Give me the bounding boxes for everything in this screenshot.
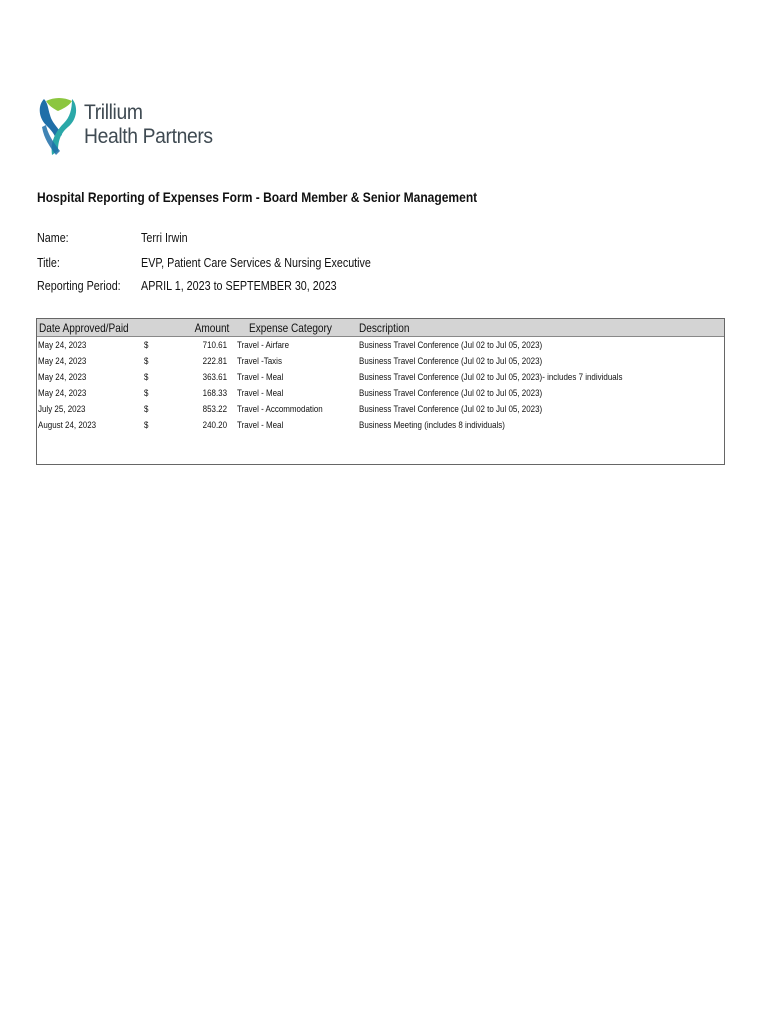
expenses-table <box>36 318 725 465</box>
row-amount: 168.33 <box>202 388 227 399</box>
row-category: Travel - Accommodation <box>237 404 323 415</box>
row-date: July 25, 2023 <box>38 404 86 415</box>
header-category: Expense Category <box>249 321 332 335</box>
row-description: Business Travel Conference (Jul 02 to Jul 05, 2023) <box>359 404 543 415</box>
row-amount: 240.20 <box>202 420 227 431</box>
logo-line-1: Trillium <box>84 101 143 124</box>
table-header <box>37 319 724 337</box>
row-amount: 853.22 <box>202 404 227 415</box>
table-row <box>37 372 724 388</box>
row-description: Business Meeting (includes 8 individuals) <box>359 420 505 431</box>
row-currency: $ <box>144 404 149 415</box>
row-date: May 24, 2023 <box>38 388 87 399</box>
header-description: Description <box>359 321 410 335</box>
table-row <box>37 404 724 420</box>
row-description: Business Travel Conference (Jul 02 to Jul 05, 2023) <box>359 356 543 367</box>
logo-wordmark <box>84 101 213 149</box>
row-amount: 710.61 <box>202 340 227 351</box>
header-amount: Amount <box>194 321 229 335</box>
logo-line-2: Health Partners <box>84 125 213 148</box>
row-description: Business Travel Conference (Jul 02 to Jul 05, 2023) <box>359 388 543 399</box>
row-description: Business Travel Conference (Jul 02 to Jul 05, 2023)- includes 7 individuals <box>359 372 623 383</box>
name-label: Name: <box>37 231 69 245</box>
table-row <box>37 340 724 356</box>
row-date: May 24, 2023 <box>38 340 87 351</box>
row-category: Travel - Meal <box>237 372 284 383</box>
trillium-emblem-icon <box>36 95 80 161</box>
trillium-logo <box>36 95 216 163</box>
row-amount: 363.61 <box>202 372 227 383</box>
row-amount: 222.81 <box>202 356 227 367</box>
header-date: Date Approved/Paid <box>39 321 129 335</box>
table-row <box>37 356 724 372</box>
row-date: May 24, 2023 <box>38 356 87 367</box>
row-currency: $ <box>144 372 149 383</box>
period-value: APRIL 1, 2023 to SEPTEMBER 30, 2023 <box>141 279 337 293</box>
table-row <box>37 420 724 436</box>
row-date: August 24, 2023 <box>38 420 97 431</box>
title-value: EVP, Patient Care Services & Nursing Executive <box>141 256 371 270</box>
row-description: Business Travel Conference (Jul 02 to Jul 05, 2023) <box>359 340 543 351</box>
period-label: Reporting Period: <box>37 279 121 293</box>
form-title: Hospital Reporting of Expenses Form - Board Member & Senior Management <box>37 189 478 205</box>
row-date: May 24, 2023 <box>38 372 87 383</box>
table-row <box>37 388 724 404</box>
row-category: Travel - Meal <box>237 420 284 431</box>
row-currency: $ <box>144 420 149 431</box>
row-category: Travel - Airfare <box>237 340 290 351</box>
row-currency: $ <box>144 388 149 399</box>
row-currency: $ <box>144 356 149 367</box>
row-category: Travel - Meal <box>237 388 284 399</box>
row-currency: $ <box>144 340 149 351</box>
title-label: Title: <box>37 256 60 270</box>
name-value: Terri Irwin <box>141 231 188 245</box>
row-category: Travel -Taxis <box>237 356 282 367</box>
